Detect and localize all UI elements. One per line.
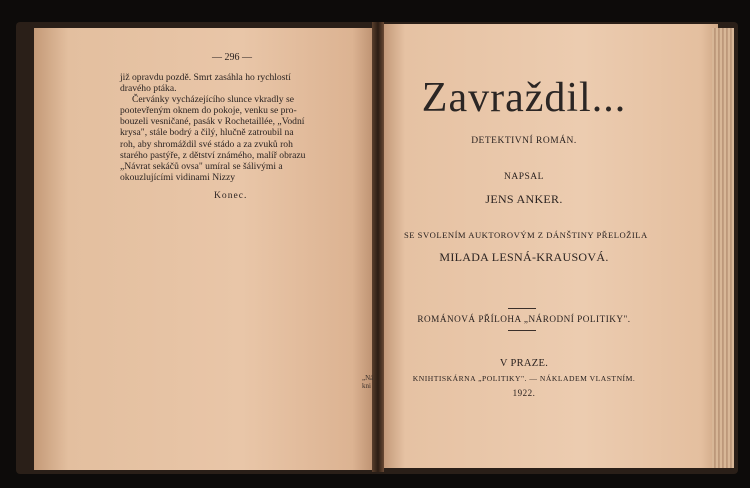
text-line: bouzeli vesničané, pasák v Rochetaillée, „Vodní xyxy=(120,116,305,128)
bleed-line: „Ná xyxy=(362,374,374,382)
rule-top xyxy=(508,308,536,309)
bleed-through-text xyxy=(362,374,373,390)
page-number: — 296 — xyxy=(212,52,252,63)
year-line: 1922. xyxy=(512,388,536,398)
author-name: JENS ANKER. xyxy=(485,192,563,206)
text-line: roh, aby shromáždil své stádo a za zvuků roh xyxy=(120,138,293,150)
text-line: okouzlujícími vidinami Nizzy xyxy=(120,171,236,183)
text-line: dravého ptáka. xyxy=(120,83,177,95)
rule-bottom xyxy=(508,330,536,331)
book-title: Zavraždil... xyxy=(421,75,627,121)
translation-note: SE SVOLENÍM AUKTOROVÝM Z DÁNŠTINY PŘELOŽILA xyxy=(404,230,648,240)
book-gutter xyxy=(372,22,384,472)
bleed-line: kni xyxy=(362,382,371,390)
text-line: starého pastýře, z dětství známého, malíř obrazu xyxy=(120,149,306,161)
text-line: „Návrat sekáčů ovsa" umíral se šálivými a xyxy=(120,160,283,172)
by-label: NAPSAL xyxy=(504,172,544,182)
end-word: Konec. xyxy=(214,190,248,201)
genre-line: DETEKTIVNÍ ROMÁN. xyxy=(471,136,577,146)
translator-name: MILADA LESNÁ-KRAUSOVÁ. xyxy=(439,250,609,264)
left-page-text xyxy=(120,72,356,183)
supplement-line: ROMÁNOVÁ PŘÍLOHA „NÁRODNÍ POLITIKY". xyxy=(417,314,631,324)
text-line: krysa", stále bodrý a čilý, hlučně zatroubil na xyxy=(120,127,294,139)
page-edges xyxy=(712,28,734,468)
text-line: pootevřeným oknem do pokoje, venku se pro- xyxy=(120,105,297,117)
text-line: již opravdu pozdě. Smrt zasáhla ho rychlostí xyxy=(120,72,291,83)
city-line: V PRAZE. xyxy=(499,358,549,369)
text-line: Červánky vycházejícího slunce vkradly se xyxy=(132,94,294,106)
printer-line: KNIHTISKÁRNA „POLITIKY". — NÁKLADEM VLASTNÍM. xyxy=(412,374,636,383)
